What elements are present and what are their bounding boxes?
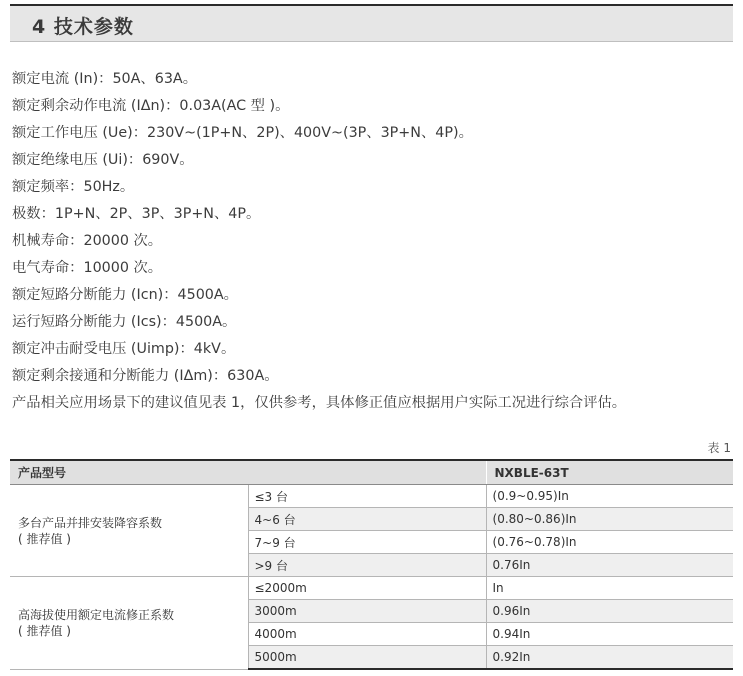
table-row	[10, 485, 733, 508]
header-model-value: NXBLE-63T	[486, 460, 733, 485]
value-cell: (0.76~0.78)In	[486, 531, 733, 554]
param-rated-insulation-voltage: 额定绝缘电压 (Ui)：690V。	[12, 152, 194, 168]
param-rated-operating-voltage: 额定工作电压 (Ue)：230V~(1P+N、2P)、400V~(3P、3P+N、4P)。	[12, 125, 473, 141]
condition-cell: 3000m	[248, 600, 486, 623]
table-row	[10, 577, 733, 600]
condition-cell: ≤3 台	[248, 485, 486, 508]
param-residual-making-breaking-capacity: 额定剩余接通和分断能力 (IΔm)：630A。	[12, 368, 279, 384]
value-cell: 0.96In	[486, 600, 733, 623]
param-residual-operating-current: 额定剩余动作电流 (IΔn)：0.03A(AC 型 )。	[12, 98, 290, 114]
header-product-model: 产品型号	[10, 460, 486, 485]
spec-table	[10, 459, 733, 670]
group-label-note: ( 推荐值 )	[18, 623, 71, 638]
param-electrical-life: 电气寿命：10000 次。	[12, 260, 163, 276]
parameter-list	[12, 66, 737, 417]
param-service-short-circuit-capacity: 运行短路分断能力 (Ics)：4500A。	[12, 314, 237, 330]
param-table-note: 产品相关应用场景下的建议值见表 1，仅供参考，具体修正值应根据用户实际工况进行综合评估。	[12, 395, 627, 411]
condition-cell: 4~6 台	[248, 508, 486, 531]
condition-cell: ≤2000m	[248, 577, 486, 600]
param-rated-current: 额定电流 (In)：50A、63A。	[12, 71, 198, 87]
group-label-altitude	[10, 577, 248, 670]
value-cell: (0.9~0.95)In	[486, 485, 733, 508]
group-label-note: ( 推荐值 )	[18, 531, 71, 546]
group-label-line: 多台产品并排安装降容系数	[18, 515, 163, 530]
condition-cell: 7~9 台	[248, 531, 486, 554]
value-cell: 0.94In	[486, 623, 733, 646]
section-header	[10, 4, 733, 42]
section-title: 4 技术参数	[32, 16, 134, 38]
condition-cell: >9 台	[248, 554, 486, 577]
param-rated-frequency: 额定频率：50Hz。	[12, 179, 135, 195]
condition-cell: 4000m	[248, 623, 486, 646]
value-cell: (0.80~0.86)In	[486, 508, 733, 531]
condition-cell: 5000m	[248, 646, 486, 670]
param-rated-short-circuit-capacity: 额定短路分断能力 (Icn)：4500A。	[12, 287, 238, 303]
param-poles: 极数：1P+N、2P、3P、3P+N、4P。	[12, 206, 261, 222]
param-mechanical-life: 机械寿命：20000 次。	[12, 233, 163, 249]
group-label-line: 高海拔使用额定电流修正系数	[18, 607, 175, 622]
table-caption: 表 1	[707, 441, 731, 455]
value-cell: In	[486, 577, 733, 600]
param-impulse-withstand-voltage: 额定冲击耐受电压 (Uimp)：4kV。	[12, 341, 236, 357]
table-header-row	[10, 460, 733, 485]
value-cell: 0.76In	[486, 554, 733, 577]
group-label-derating	[10, 485, 248, 577]
value-cell: 0.92In	[486, 646, 733, 670]
